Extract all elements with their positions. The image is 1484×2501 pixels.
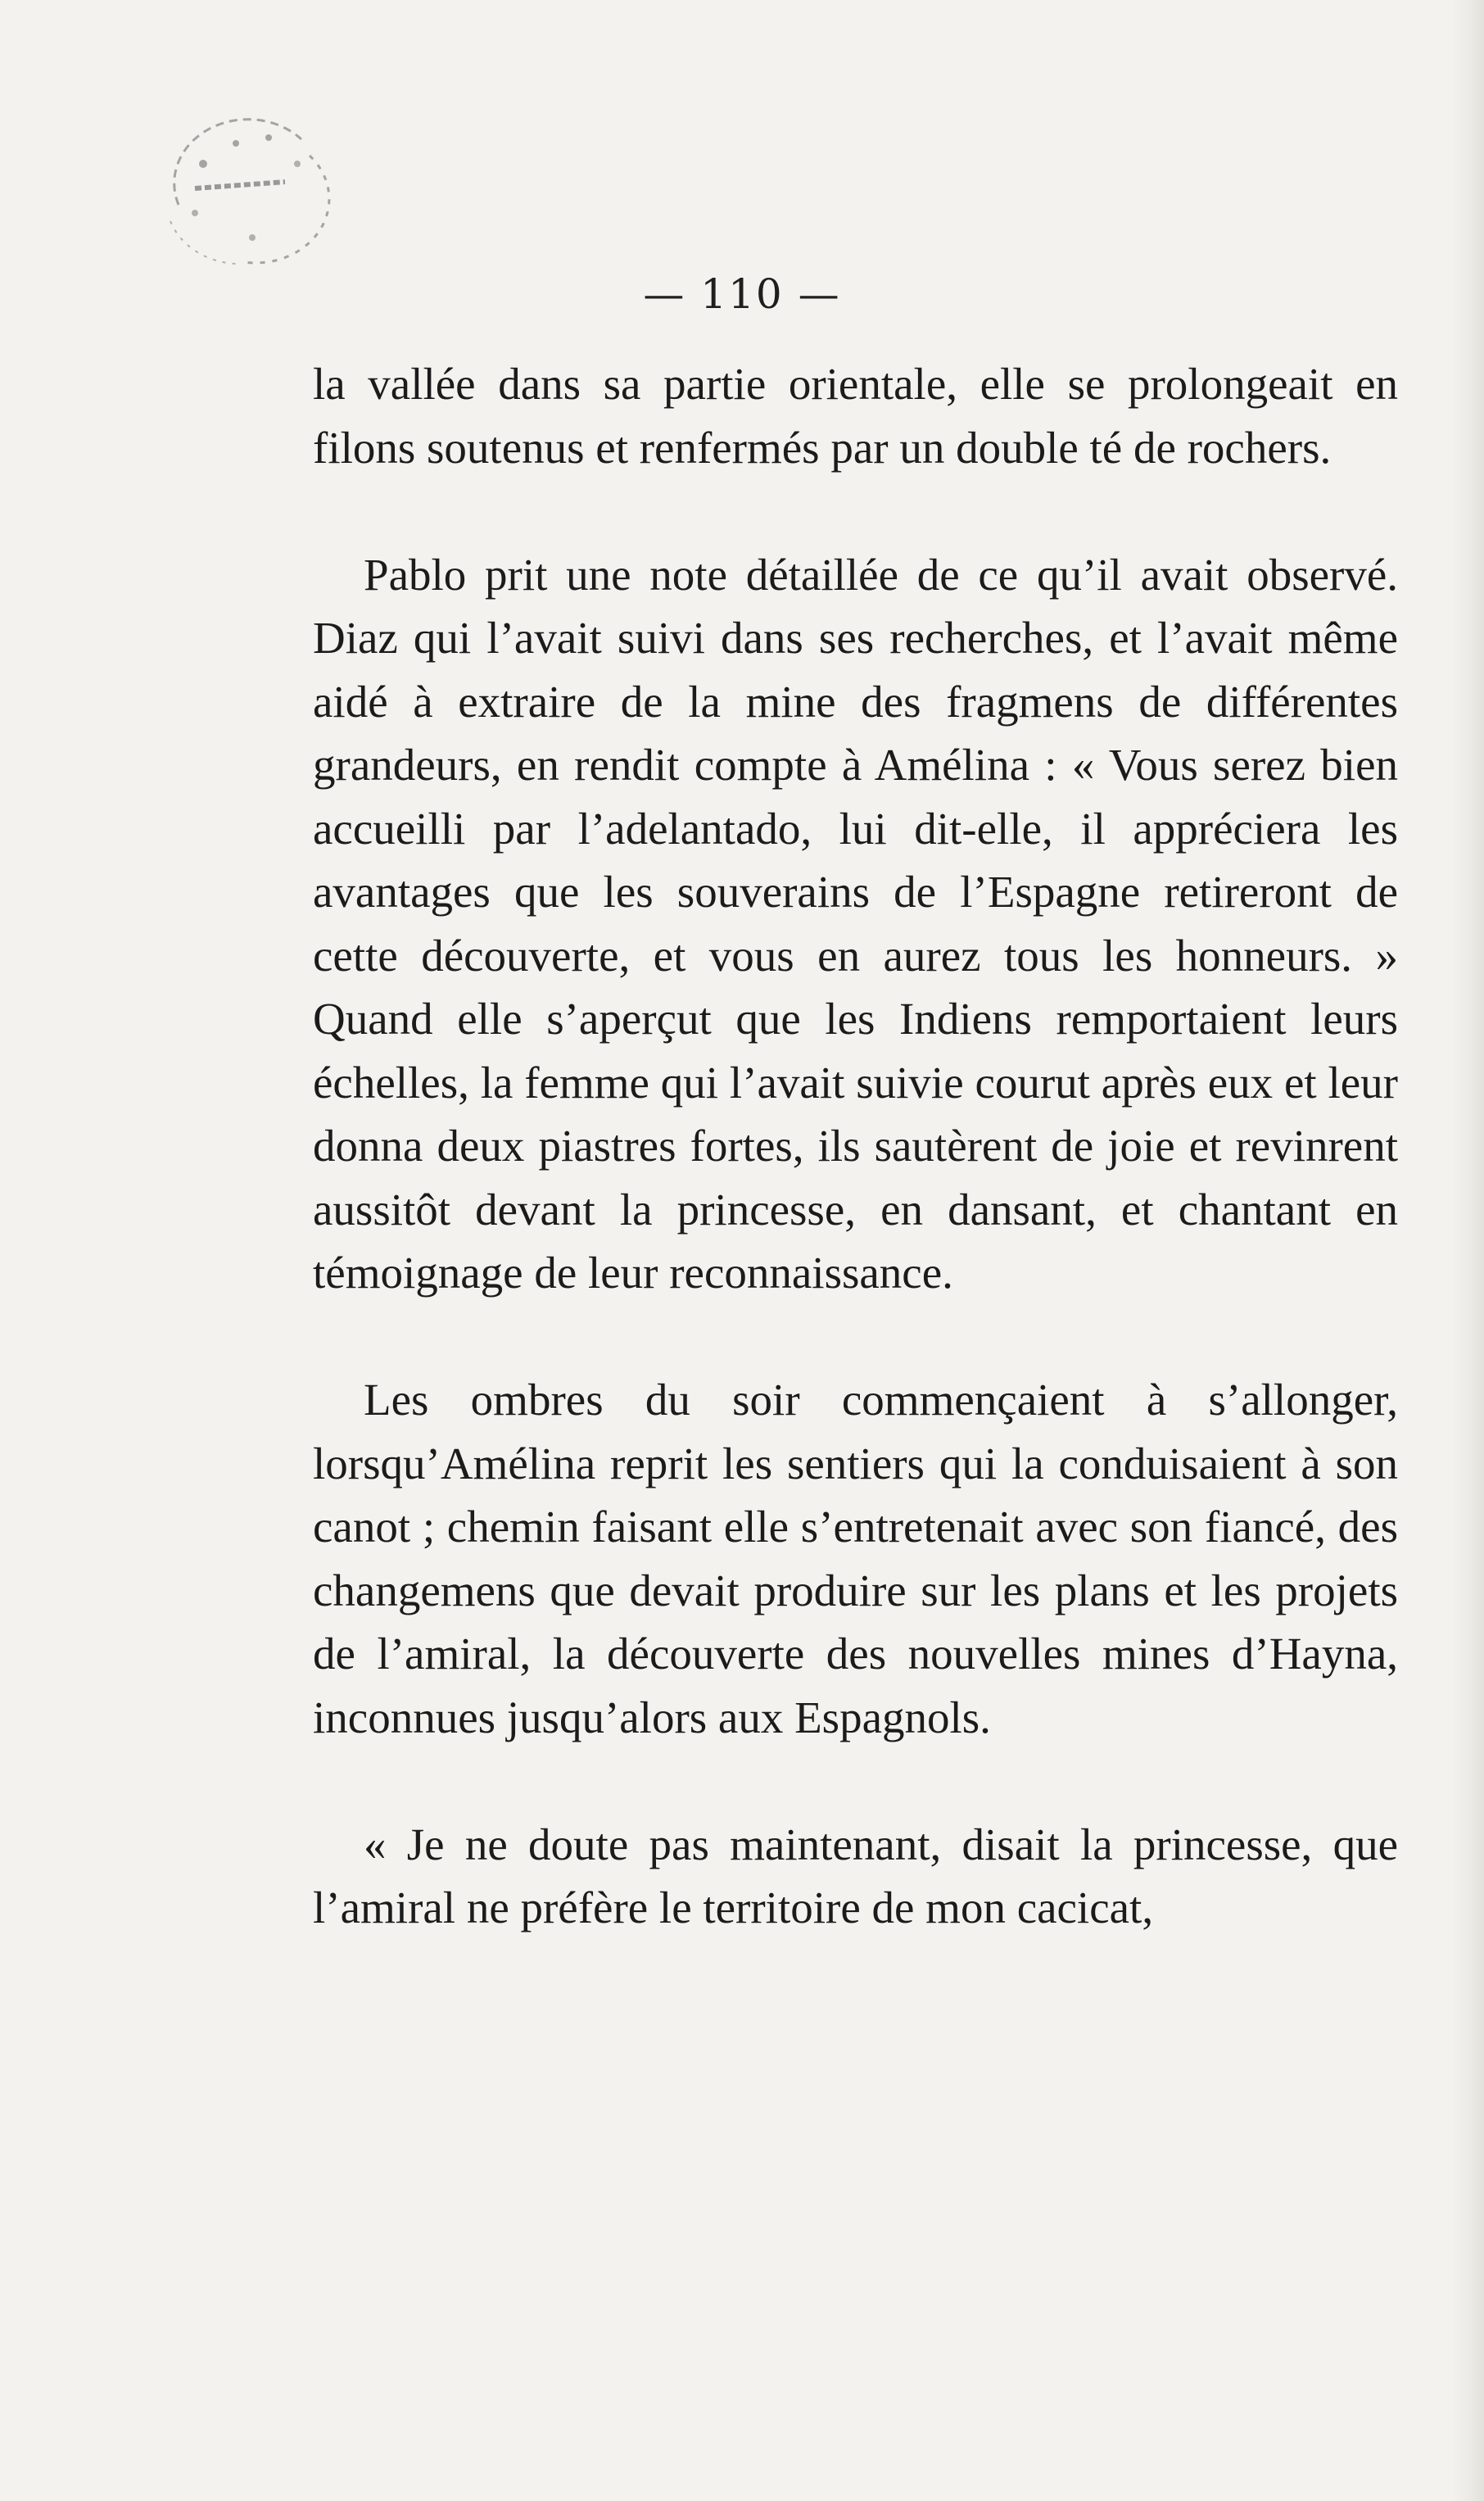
paragraph-1: la vallée dans sa partie orientale, elle se prolongeait en filons soutenus et renfermés par un double té de rochers. xyxy=(313,359,1398,473)
paragraph-3: Les ombres du soir commençaient à s’allonger, lorsqu’Amélina reprit les sentiers qui la conduisaient à son canot ; chemin faisant elle s’entretenait avec son fiancé, des changemens que devait produire sur les plans et les projets de l’amiral, la découverte des nouvelles mines d’Hayna, inconnues jusqu’alors aux Espagnols. xyxy=(313,1375,1398,1742)
page-number: — 110 — xyxy=(643,270,841,318)
library-stamp-icon xyxy=(146,106,355,270)
body-text xyxy=(313,352,1398,1940)
paragraph-4: « Je ne doute pas maintenant, disait la princesse, que l’amiral ne préfère le territoire de mon cacicat, xyxy=(313,1819,1398,1932)
page-edge-shadow xyxy=(1451,0,1484,2501)
paragraph-2: Pablo prit une note détaillée de ce qu’il avait observé. Diaz qui l’avait suivi dans ses recherches, et l’avait même aidé à extraire de la mine des fragmens de différentes grandeurs, en rendit compte à Amélina : « Vous serez bien accueilli par l’adelantado, lui dit-elle, il appréciera les avantages que les souverains de l’Espagne retireront de cette découverte, et vous en aurez tous les honneurs. » Quand elle s’aperçut que les Indiens remportaient leurs échelles, la femme qui l’avait suivie courut après eux et leur donna deux piastres fortes, ils sautèrent de joie et revinrent aussitôt devant la princesse, en dansant, et chantant en témoignage de leur reconnaissance. xyxy=(313,549,1398,1298)
